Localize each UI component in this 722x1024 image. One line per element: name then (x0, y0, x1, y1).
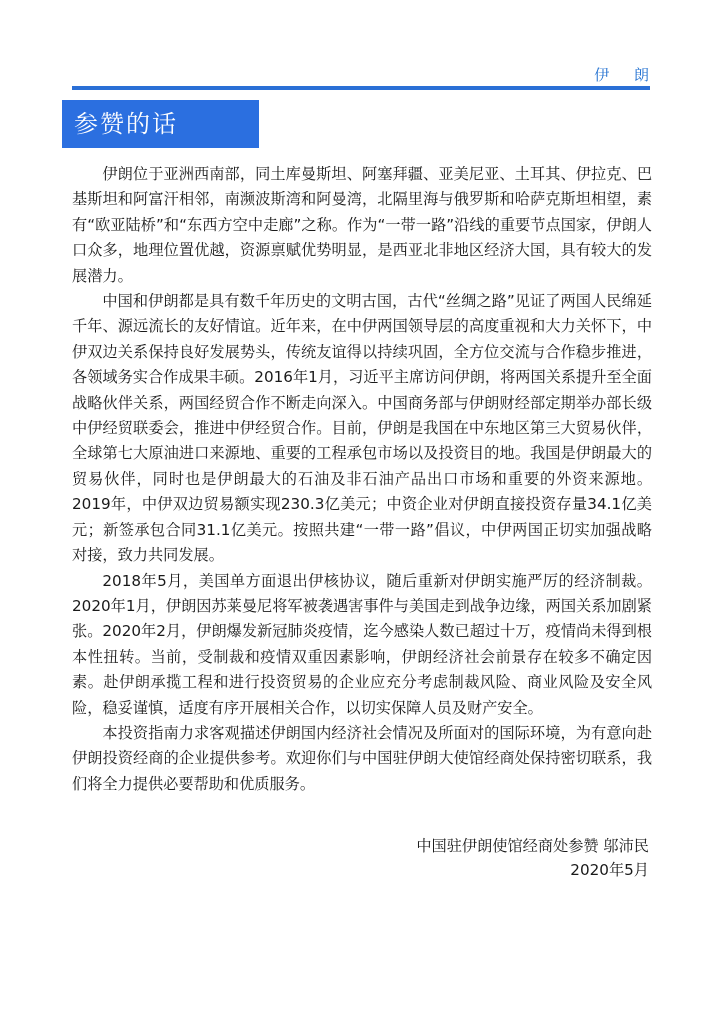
body-text (72, 162, 652, 797)
header-rule (72, 86, 650, 90)
section-title: 参赞的话 (62, 100, 259, 148)
signature-author: 中国驻伊朗使馆经商处参赞 邬沛民 (416, 837, 649, 855)
signature-block (416, 834, 649, 882)
running-header-country: 伊 朗 (594, 66, 659, 84)
paragraph-risks: 2018年5月，美国单方面退出伊核协议，随后重新对伊朗实施严厉的经济制裁。2020年1月，伊朗因苏莱曼尼将军被袭遇害事件与美国走到战争边缘，两国关系加剧紧张。2020年2月，伊朗爆发新冠肺炎疫情，迄今感染人数已超过十万，疫情尚未得到根本性扭转。当前，受制裁和疫情双重因素影响，伊朗经济社会前景存在较多不确定因素。赴伊朗承揽工程和进行投资贸易的企业应充分考虑制裁风险、商业风险及安全风险，稳妥谨慎，适度有序开展相关合作，以切实保障人员及财产安全。 (72, 571, 652, 717)
paragraph-guide-purpose: 本投资指南力求客观描述伊朗国内经济社会情况及所面对的国际环境，为有意向赴伊朗投资经商的企业提供参考。欢迎你们与中国驻伊朗大使馆经商处保持密切联系，我们将全力提供必要帮助和优质服务。 (72, 723, 652, 793)
paragraph-relations: 中国和伊朗都是具有数千年历史的文明古国，古代“丝绸之路”见证了两国人民绵延千年、源远流长的友好情谊。近年来，在中伊两国领导层的高度重视和大力关怀下，中伊双边关系保持良好发展势头，传统友谊得以持续巩固，全方位交流与合作稳步推进，各领域务实合作成果丰硕。2016年1月，习近平主席访问伊朗，将两国关系提升至全面战略伙伴关系，两国经贸合作不断走向深入。中国商务部与伊朗财经部定期举办部长级中伊经贸联委会，推进中伊经贸合作。目前，伊朗是我国在中东地区第三大贸易伙伴，全球第七大原油进口来源地、重要的工程承包市场以及投资目的地。我国是伊朗最大的贸易伙伴，同时也是伊朗最大的石油及非石油产品出口市场和重要的外资来源地。2019年，中伊双边贸易额实现230.3亿美元；中资企业对伊朗直接投资存量34.1亿美元；新签承包合同31.1亿美元。按照共建“一带一路”倡议，中伊两国正切实加强战略对接，致力共同发展。 (72, 292, 652, 565)
signature-date: 2020年5月 (570, 861, 649, 879)
paragraph-intro: 伊朗位于亚洲西南部，同土库曼斯坦、阿塞拜疆、亚美尼亚、土耳其、伊拉克、巴基斯坦和阿富汗相邻，南濒波斯湾和阿曼湾，北隔里海与俄罗斯和哈萨克斯坦相望，素有“欧亚陆桥”和“东西方空中走廊”之称。作为“一带一路”沿线的重要节点国家，伊朗人口众多，地理位置优越，资源禀赋优势明显，是西亚北非地区经济大国，具有较大的发展潜力。 (72, 165, 652, 285)
